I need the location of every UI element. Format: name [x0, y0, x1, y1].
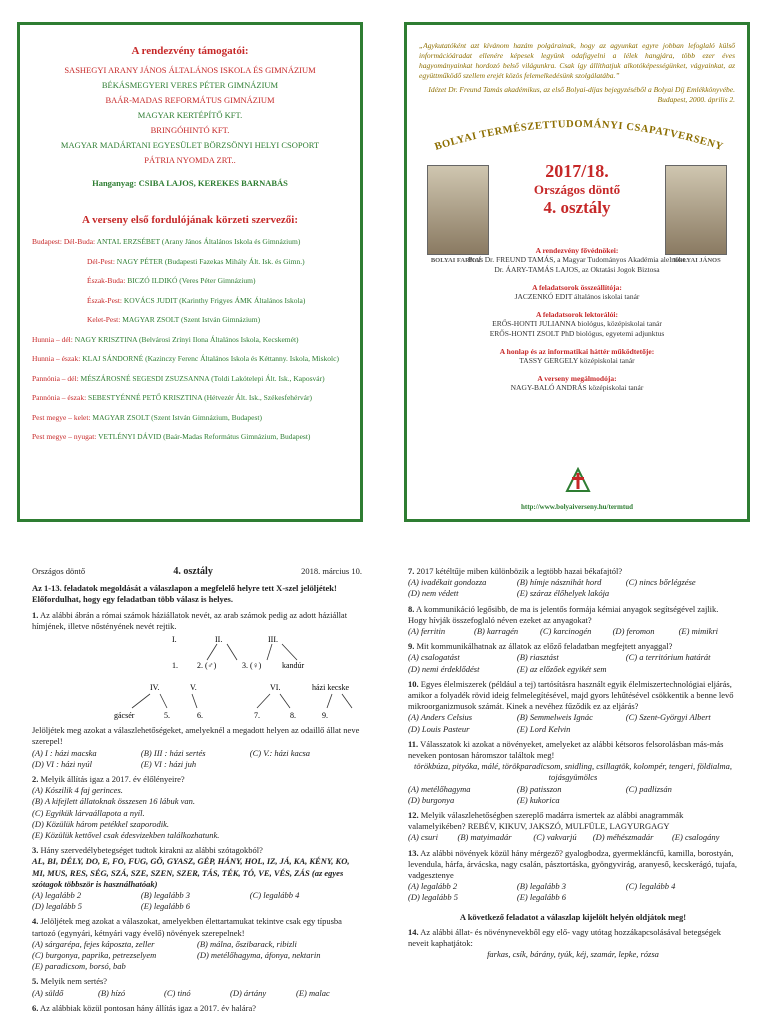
option[interactable]: (A) metélőhagyma — [408, 783, 471, 794]
option[interactable]: (B) legalább 3 — [140, 890, 190, 901]
option[interactable]: (D) méhészmadár — [592, 832, 654, 843]
portrait-bolyai-farkas — [427, 165, 489, 255]
svg-text:7.: 7. — [254, 711, 260, 721]
sponsor: PÁTRIA NYOMDA ZRT.. — [144, 155, 236, 165]
svg-text:I.: I. — [172, 635, 177, 645]
option[interactable]: (E) mimikri — [678, 626, 719, 637]
role-line: Prof. Dr. FREUND TAMÁS, a Magyar Tudományos Akadémia alelnöke — [468, 255, 686, 264]
option[interactable]: (D) feromon — [612, 626, 655, 637]
option[interactable]: (B) matyimadár — [457, 832, 512, 843]
option[interactable]: (C) karcinogén — [540, 626, 592, 637]
option[interactable]: (A) I : házi macska — [32, 747, 97, 758]
arc-title — [419, 107, 739, 157]
cover-panel — [404, 22, 750, 522]
option[interactable]: (B) patisszon — [516, 783, 562, 794]
option[interactable]: (B) hízó — [98, 987, 126, 998]
question-10-options — [408, 712, 738, 734]
option[interactable]: (E) Lord Kelvin — [516, 723, 571, 734]
question-11: 11. Válasszatok ki azokat a növényeket, amelyeket az alábbi kétsoros felsorolásban más-más neveken pontosan háromszor találtok meg! — [408, 738, 724, 761]
role-title: A feladatsorok összeállítója: — [532, 283, 622, 292]
question-12-options — [408, 832, 738, 843]
option[interactable]: (A) süldő — [32, 987, 64, 998]
sponsor: SASHEGYI ARANY JÁNOS ÁLTALÁNOS ISKOLA ÉS GIMNÁZIUM — [64, 65, 316, 75]
option[interactable]: (C) padlizsán — [625, 783, 672, 794]
role-title: A verseny megálmodója: — [537, 374, 617, 383]
question-8-options — [408, 626, 738, 637]
portrait-right-caption: BOLYAI JÁNOS — [673, 257, 721, 264]
question-1-sub: Jelöljétek meg azokat a válaszlehetőségeket, amelyeknél a megadott helyen az odaillő állat neve szerepel! — [32, 725, 360, 747]
event-stage: Országos döntő — [533, 182, 621, 197]
event-grade: 4. osztály — [543, 198, 611, 217]
role-line: ERŐS-HONTI ZSOLT PhD biológus, egyetemi adjunktus — [489, 329, 665, 338]
option[interactable]: (A) csuri — [408, 832, 438, 843]
svg-text:9.: 9. — [322, 711, 328, 721]
option[interactable]: (A) ivadékait gondozza — [408, 577, 487, 588]
sponsors-title: A rendezvény támogatói: — [131, 45, 249, 57]
role-line: Dr. ÁARY-TAMÁS LAJOS, az Oktatási Jogok Biztosa — [494, 265, 660, 274]
option[interactable]: (E) az előzőek egyikét sem — [516, 663, 607, 674]
option[interactable]: (E) paradicsom, borsó, bab — [32, 961, 126, 972]
option[interactable]: (C) tinó — [164, 987, 191, 998]
svg-text:kandúr: kandúr — [282, 661, 305, 671]
exam-column-right — [408, 566, 738, 961]
question-6: 6. Az alábbiak közül pontosan hány állítás igaz a 2017. év halára? — [32, 1002, 256, 1013]
option[interactable]: (B) hímje násznihát hord — [516, 577, 602, 588]
role-line: JACZENKÓ EDIT általános iskolai tanár — [514, 292, 640, 301]
svg-text:házi kecske: házi kecske — [312, 683, 350, 693]
roles — [419, 246, 735, 393]
option[interactable]: (E) kukorica — [516, 794, 560, 805]
option[interactable]: (B) Semmelweis Ignác — [516, 712, 593, 723]
role-title: A rendezvény fővédnökei: — [535, 246, 619, 255]
option[interactable]: (C) a territórium határát — [625, 652, 711, 663]
question-4: 4. Jelöljétek meg azokat a válaszokat, amelyekben élettartamukat tekintve csak egy típusba tartozó (egynyári, kétnyári vagy évelő) növények szerepelnek! — [32, 916, 342, 938]
question-9: 9. Mit kommunikálhatnak az állatok az előző feladatban megfejtett anyaggal? — [408, 641, 673, 652]
option[interactable]: (E) legalább 6 — [516, 892, 566, 903]
question-2: 2. Melyik állítás igaz a 2017. év élőlényeire? — [32, 774, 185, 785]
svg-text:BOLYAI TERMÉSZETTUDOMÁNYI CSAP — [433, 118, 724, 153]
website-url[interactable]: http://www.bolyaiverseny.hu/termtud — [520, 503, 633, 511]
option[interactable]: (E) csalogány — [671, 832, 720, 843]
option[interactable]: (B) legalább 3 — [516, 881, 566, 892]
organizer-row: Hunnia – dél: NAGY KRISZTINA (Belvárosi Zrínyi Ilona Általános Iskola, Kecskemét) — [32, 334, 299, 344]
option[interactable]: (E) legalább 6 — [140, 901, 190, 912]
svg-text:1.: 1. — [172, 661, 178, 671]
option[interactable]: (C) Szent-Györgyi Albert — [625, 712, 711, 723]
svg-text:VI.: VI. — [270, 683, 281, 693]
exam-header — [32, 566, 362, 577]
option[interactable]: (A) Anders Celsius — [408, 712, 473, 723]
organizer-row: Dél-Pest: NAGY PÉTER (Budapesti Fazekas Mihály Ált. Isk. és Gimn.) — [87, 256, 305, 266]
option[interactable]: (B) málna, őszibarack, ribizli — [197, 938, 297, 949]
question-3: 3. Hány szervedélybetegséget tudtok kirakni az alábbi szótagokból? — [32, 845, 263, 856]
question-4-options — [32, 939, 362, 973]
animal-tree-diagram — [32, 632, 362, 722]
portrait-left-caption: BOLYAI FARKAS — [430, 257, 484, 264]
question-3-options — [32, 890, 362, 912]
question-14: 14. Az alábbi állat- és növénynevekből egy elő- vagy utótag hozzákapcsolásával betegségek neveit kaphatjátok: — [408, 926, 721, 949]
option[interactable]: (A) Kószilik 4 faj gerinces. — [32, 785, 123, 796]
option[interactable]: (C) legalább 4 — [249, 890, 300, 901]
option[interactable]: (E) malac — [296, 987, 330, 998]
organizer-row: Pannónia – észak: SEBESTYÉNNÉ PETŐ KRISZTINA (Hétvezér Ált. Isk., Székesfehérvár) — [32, 393, 312, 402]
question-1: 1. Az alábbi ábrán a római számok háziállatok nevét, az arab számok pedig az adott háziállat hímjének, illetve nőstényének nevét rejtik. — [32, 609, 348, 631]
option[interactable]: (A) legalább 2 — [408, 881, 458, 892]
exam-date: 2018. március 10. — [301, 566, 362, 576]
event-year: 2017/18. — [545, 161, 609, 181]
organizer-row: Budapest: Dél-Buda: ANTAL ERZSÉBET (Arany János Általános Iskola és Gimnázium) — [32, 237, 301, 246]
option[interactable]: (E) száraz élőhelyek lakója — [516, 588, 610, 599]
question-5: 5. Melyik nem sertés? — [32, 976, 108, 987]
sponsor: MAGYAR MADÁRTANI EGYESÜLET BÖRZSÖNYI HELYI CSOPORT — [60, 140, 320, 150]
organizer-row: Pest megye – kelet: MAGYAR ZSOLT (Szent István Gimnázium, Budapest) — [32, 412, 262, 422]
question-12: 12. Melyik válaszlehetőségben szereplő madárra ismertek az alábbi anagrammák valamelyikében? REBÉV, KIKUV, JAKSZÓ, MULFÜLE, LAGYURGAGY — [408, 810, 684, 832]
logo-icon — [565, 467, 591, 493]
option[interactable]: (B) A kifejlett állatoknak összesen 16 lábuk van. — [32, 796, 196, 807]
exam-stage: Országos döntő — [32, 566, 86, 576]
question-1-options — [32, 748, 362, 770]
organizers-title: A verseny első fordulójának körzeti szervezői: — [82, 214, 298, 226]
option[interactable]: (C) legalább 4 — [625, 881, 676, 892]
option[interactable]: (D) nemi érdeklődést — [408, 663, 480, 674]
audio-material: Hanganyag: CSIBA LAJOS, KEREKES BARNABÁS — [92, 178, 288, 188]
role-title: A honlap és az informatikai háttér működtetője: — [499, 347, 655, 356]
sponsor: BRINGÓHINTÓ KFT. — [150, 125, 230, 135]
organizers-list — [32, 232, 348, 447]
exam-instructions: Az 1-13. feladatok megoldását a válaszlapon a megfelelő helyre tett X-szel jelöljétek! Előfordulhat, hogy egy feladatban több válasz is helyes. — [32, 583, 337, 605]
svg-text:II.: II. — [215, 635, 223, 645]
organizer-row: Pannónia – dél: MÉSZÁROSNÉ SEGESDI ZSUZSANNA (Toldi Lakótelepi Ált. Isk., Kaposvár) — [32, 373, 325, 383]
svg-text:8.: 8. — [290, 711, 296, 721]
role-line: TASSY GERGELY középiskolai tanár — [519, 356, 635, 365]
option[interactable]: (D) metélőhagyma, áfonya, nektarin — [197, 950, 321, 961]
option[interactable]: (E) VI : házi juh — [140, 758, 197, 769]
option[interactable]: (A) ferritin — [408, 626, 446, 637]
organizer-row: Észak-Pest: KOVÁCS JUDIT (Karinthy Frigyes ÁMK Általános Iskola) — [87, 295, 306, 305]
sponsor: BÉKÁSMEGYERI VERES PÉTER GIMNÁZIUM — [101, 80, 279, 90]
organizer-row: Észak-Buda: BICZÓ ILDIKÓ (Veres Péter Gimnázium) — [87, 276, 256, 285]
svg-text:V.: V. — [190, 683, 197, 693]
option[interactable]: (A) legalább 2 — [32, 890, 82, 901]
svg-text:2. (♂): 2. (♂) — [197, 661, 217, 671]
svg-text:IV.: IV. — [150, 683, 160, 693]
option[interactable]: (D) ártány — [230, 987, 267, 998]
role-title: A feladatsorok lektorálói: — [536, 310, 618, 319]
option[interactable]: (C) Egyikük lárvaállapota a nyíl. — [32, 807, 145, 818]
option[interactable]: (C) nincs bőrlégzése — [625, 577, 696, 588]
role-line: NAGY-BALÓ ANDRÁS középiskolai tanár — [510, 383, 644, 392]
quote-text: „Agykutatóként azt kívánom hazám polgárainak, hogy az agyunkat egyre jobban lefoglaló külső információáradat ellenére képesek legyünk odafigyelni a lélek hangjára, több ezer éves hagyományainkat hordozó belső világunkra. Csak így állíthatjuk alkotóképességünket, vágyainkat, az együttműködő szellem erejét közös felemelkedésünk szolgálatába.” — [419, 41, 735, 80]
option[interactable]: (D) Közülük három petékkel szaporodik. — [32, 818, 169, 829]
option[interactable]: (D) legalább 5 — [32, 901, 83, 912]
option[interactable]: (D) Louis Pasteur — [408, 723, 470, 734]
question-11-list: törökbúza, pityóka, málé, törökparadicsom, snidling, csillagtök, kolompér, tengeri, földialma, tojásgyümölcs — [413, 761, 732, 783]
svg-text:3. (♀): 3. (♀) — [242, 661, 262, 671]
svg-text:6.: 6. — [197, 711, 203, 721]
question-14-words: farkas, csík, bárány, tyúk, kéj, szamár, lepke, rózsa — [487, 949, 659, 960]
arc-title-text: BOLYAI TERMÉSZETTUDOMÁNYI CSAPATVERSENY — [433, 118, 725, 153]
svg-text:gácsér: gácsér — [114, 711, 135, 721]
option[interactable]: (A) sárgarépa, fejes káposzta, zeller — [32, 938, 155, 949]
option[interactable]: (D) nem védett — [408, 588, 459, 599]
option[interactable]: (B) III : házi sertés — [140, 747, 206, 758]
quote-source: Idézet Dr. Freund Tamás akadémikus, az első Bolyai-díjas bejegyzéséből a Bolyai Díj Emlékkönyvébe. Budapest, 2000. április 2. — [428, 85, 735, 104]
portrait-bolyai-janos — [665, 165, 727, 255]
option[interactable]: (C) V.: házi kacsa — [249, 747, 311, 758]
role-line: ERŐS-HONTI JULIANNA biológus, középiskolai tanár — [492, 319, 662, 328]
option[interactable]: (C) burgonya, paprika, petrezselyem — [32, 950, 157, 961]
question-13-options — [408, 881, 738, 903]
quote — [419, 41, 735, 105]
question-5-options — [32, 988, 362, 999]
question-9-options — [408, 652, 738, 674]
option[interactable]: (C) vakvarjú — [533, 832, 577, 843]
sponsor: BAÁR-MADAS REFORMÁTUS GIMNÁZIUM — [105, 95, 275, 105]
sponsors-list — [32, 63, 348, 168]
sponsor: MAGYAR KERTÉPÍTŐ KFT. — [137, 110, 243, 120]
option[interactable]: (E) Közülük kettővel csak édesvizekben találkozhatunk. — [32, 830, 220, 841]
organizer-row: Hunnia – észak: KLAJ SÁNDORNÉ (Kazinczy Ferenc Általános Iskola és Kéttanny. Iskola, Miskolc) — [32, 354, 339, 363]
organizer-row: Kelet-Pest: MAGYAR ZSOLT (Szent István Gimnázium) — [87, 315, 261, 324]
option[interactable]: (D) legalább 5 — [408, 892, 459, 903]
question-2-options — [32, 785, 362, 841]
question-10: 10. Egyes élelmiszerek (például a tej) tartósításra használt egyik élelmiszertechnológiai eljárás, amikor a folyadék rövid ideig felmelegítésével, majd gyors lehűtésével csökkentik a benne levő mikroorganizmusok számát. Kinek a nevéhez fűződik ez az eljárás? — [408, 678, 734, 712]
question-11-options — [408, 784, 738, 806]
svg-text:5.: 5. — [164, 711, 170, 721]
question-8: 8. A kommunikáció legősibb, de ma is jelentős formája kémiai anyagok segítségével zajlik. Hogy hívják összefoglaló néven ezeket az anyagokat? — [408, 603, 719, 625]
question-7: 7. 2017 kétéltűje miben különbözik a legtöbb hazai békafajtól? — [408, 566, 623, 576]
exam-grade: 4. osztály — [173, 566, 213, 577]
svg-text:III.: III. — [268, 635, 278, 645]
organizer-row: Pest megye – nyugat: VETLÉNYI DÁVID (Baár-Madas Református Gimnázium, Budapest) — [32, 432, 311, 441]
option[interactable]: (D) VI : házi nyúl — [32, 758, 92, 769]
option[interactable]: (D) burgonya — [408, 794, 455, 805]
question-7-options — [408, 577, 738, 599]
section-2-heading: A következő feladatot a válaszlap kijelölt helyén oldjátok meg! — [459, 911, 687, 922]
option[interactable]: (B) karragén — [474, 626, 519, 637]
exam-column-left — [32, 566, 362, 1014]
option[interactable]: (A) csalogatást — [408, 652, 460, 663]
question-13: 13. Az alábbi növények közül hány mérgező? gyalogbodza, gyermekláncfű, kamilla, borostyán, levendula, hárfa, árvácska, nagy csalán, pásztortáska, gyöngyvirág, aranyeső, kecskerágó, tujafa, vadgesztenye — [408, 847, 737, 881]
question-3-syllables: AL, BI, DÉLY, DO, E, FO, FUG, GÖ, GYASZ, GÉP, HÁNY, HOL, IZ, JÁ, KA, KÉNY, KO, MI, MUS, RES, SÉG, SZÁ, SZE, SZEN, SZER, TÁS, TÉK, TÓ, VE, VÉS, ZÁS (az egyes szótagok többször is használhatóak) — [32, 856, 350, 889]
sponsors-panel — [17, 22, 363, 522]
option[interactable]: (B) riasztást — [516, 652, 559, 663]
